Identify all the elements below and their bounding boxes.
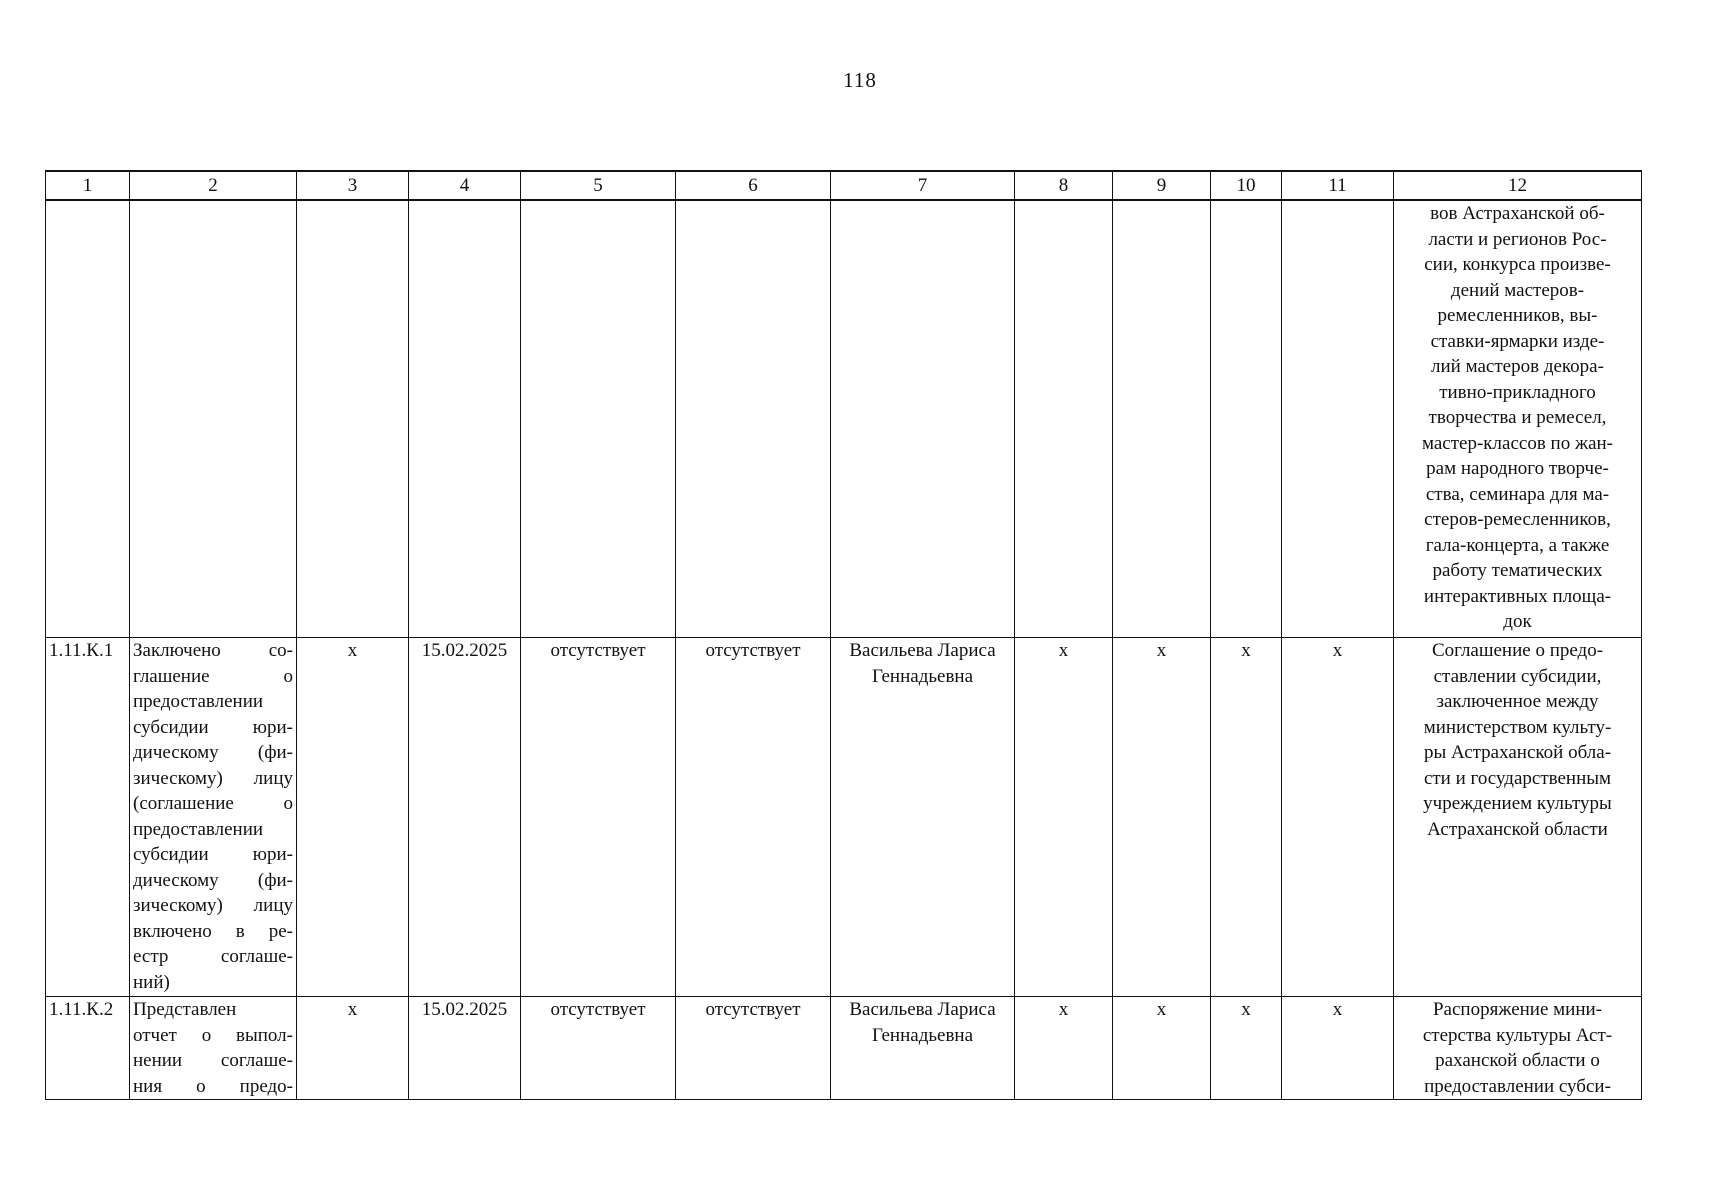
text-line: ставки-ярмарки изде- <box>1430 330 1605 352</box>
cell-index: 1.11.К.1 <box>46 638 130 997</box>
text-line: сии, конкурса произве- <box>1424 254 1611 275</box>
text-line: Соглашение о предо- <box>1431 640 1604 661</box>
cell-responsible <box>831 638 1015 997</box>
text-line: отчет о выпол- <box>133 1024 293 1046</box>
cell-index: 1.11.К.2 <box>46 997 130 1100</box>
column-header: 2 <box>130 171 297 200</box>
text-line: ния о предо- <box>133 1075 293 1097</box>
text-line: субсидии юри- <box>133 844 293 865</box>
text-line: стеров-ремесленников, <box>1424 509 1611 530</box>
text-line: (соглашение о <box>133 793 293 814</box>
text-line: мастер-классов по жан- <box>1421 432 1614 454</box>
text-line: Васильева Лариса <box>849 999 996 1020</box>
text-line: зическому) лицу <box>133 767 293 789</box>
cell-result-document <box>1394 200 1642 638</box>
cell-col10: x <box>1211 638 1282 997</box>
cell-col3: x <box>297 997 409 1100</box>
cell-col5 <box>521 200 676 638</box>
text-line: Астраханской области <box>1427 818 1608 840</box>
cell-col8: x <box>1015 997 1113 1100</box>
text-line: работу тематических <box>1432 560 1603 581</box>
text-line: министерством культу- <box>1423 716 1612 738</box>
cell-col10 <box>1211 200 1282 638</box>
cell-col3: x <box>297 638 409 997</box>
column-header: 8 <box>1015 171 1113 200</box>
text-line: Геннадьевна <box>871 665 974 687</box>
text-line: Заключено со- <box>133 640 293 661</box>
column-header: 6 <box>676 171 831 200</box>
cell-col11 <box>1282 200 1394 638</box>
text-line: ства, семинара для ма- <box>1425 483 1610 505</box>
column-header: 3 <box>297 171 409 200</box>
text-line: ры Астраханской обла- <box>1423 742 1612 763</box>
text-line: раханской области о <box>1435 1050 1600 1071</box>
cell-description <box>130 997 297 1100</box>
text-line: глашение о <box>133 665 293 687</box>
cell-index <box>46 200 130 638</box>
table-row <box>46 638 1642 997</box>
cell-description <box>130 200 297 638</box>
column-header: 12 <box>1394 171 1642 200</box>
text-line: предоставлении <box>133 818 264 840</box>
column-number-row <box>46 171 1642 200</box>
text-line: ставлении субсидии, <box>1433 665 1602 687</box>
column-header: 4 <box>409 171 521 200</box>
cell-date <box>409 200 521 638</box>
cell-responsible <box>831 200 1015 638</box>
text-line: Геннадьевна <box>871 1024 974 1046</box>
cell-col8: x <box>1015 638 1113 997</box>
cell-col11: x <box>1282 997 1394 1100</box>
text-line: Распоряжение мини- <box>1432 999 1603 1020</box>
cell-col6 <box>676 200 831 638</box>
cell-col3 <box>297 200 409 638</box>
text-line: Васильева Лариса <box>849 640 996 661</box>
text-line: включено в ре- <box>133 920 293 942</box>
text-line: сти и государственным <box>1423 767 1612 789</box>
cell-col9: x <box>1113 997 1211 1100</box>
cell-col9: x <box>1113 638 1211 997</box>
text-line: дений мастеров- <box>1450 279 1585 301</box>
text-line: гала-концерта, а также <box>1425 534 1610 556</box>
text-line: Представлен <box>133 999 237 1020</box>
cell-col6: отсутствует <box>676 638 831 997</box>
text-line: нении соглаше- <box>133 1050 293 1071</box>
column-header: 5 <box>521 171 676 200</box>
cell-col9 <box>1113 200 1211 638</box>
text-line: субсидии юри- <box>133 716 293 738</box>
cell-col5: отсутствует <box>521 997 676 1100</box>
text-line: творчества и ремесел, <box>1428 407 1607 428</box>
column-header: 9 <box>1113 171 1211 200</box>
text-line: естр соглаше- <box>133 946 293 967</box>
text-line: ласти и регионов Рос- <box>1428 228 1607 250</box>
text-line: предоставлении <box>133 691 264 712</box>
table-row <box>46 997 1642 1100</box>
text-line: ний) <box>133 971 170 993</box>
text-line: предоставлении субси- <box>1424 1075 1611 1097</box>
cell-col10: x <box>1211 997 1282 1100</box>
text-line: лий мастеров декора- <box>1431 356 1604 377</box>
text-line: дическому (фи- <box>133 869 293 891</box>
cell-date: 15.02.2025 <box>409 997 521 1100</box>
text-line: дическому (фи- <box>133 742 293 763</box>
text-line: док <box>1503 611 1532 632</box>
column-header: 10 <box>1211 171 1282 200</box>
text-line: рам народного творче- <box>1426 458 1609 479</box>
cell-description <box>130 638 297 997</box>
cell-col5: отсутствует <box>521 638 676 997</box>
text-line: учреждением культуры <box>1423 793 1612 814</box>
column-header: 1 <box>46 171 130 200</box>
cell-col8 <box>1015 200 1113 638</box>
cell-result-document <box>1394 638 1642 997</box>
table-row <box>46 200 1642 638</box>
cell-result-document <box>1394 997 1642 1100</box>
text-line: заключенное между <box>1436 691 1599 712</box>
page-number: 118 <box>843 68 877 92</box>
text-line: интерактивных площа- <box>1423 585 1612 607</box>
column-header: 7 <box>831 171 1015 200</box>
document-table <box>45 170 1642 1100</box>
cell-col11: x <box>1282 638 1394 997</box>
text-line: стерства культуры Аст- <box>1422 1024 1613 1046</box>
column-header: 11 <box>1282 171 1394 200</box>
cell-date: 15.02.2025 <box>409 638 521 997</box>
text-line: ремесленников, вы- <box>1437 305 1598 326</box>
text-line: тивно-прикладного <box>1439 381 1596 403</box>
cell-responsible <box>831 997 1015 1100</box>
cell-col6: отсутствует <box>676 997 831 1100</box>
text-line: вов Астраханской об- <box>1430 203 1605 224</box>
text-line: зическому) лицу <box>133 895 293 916</box>
